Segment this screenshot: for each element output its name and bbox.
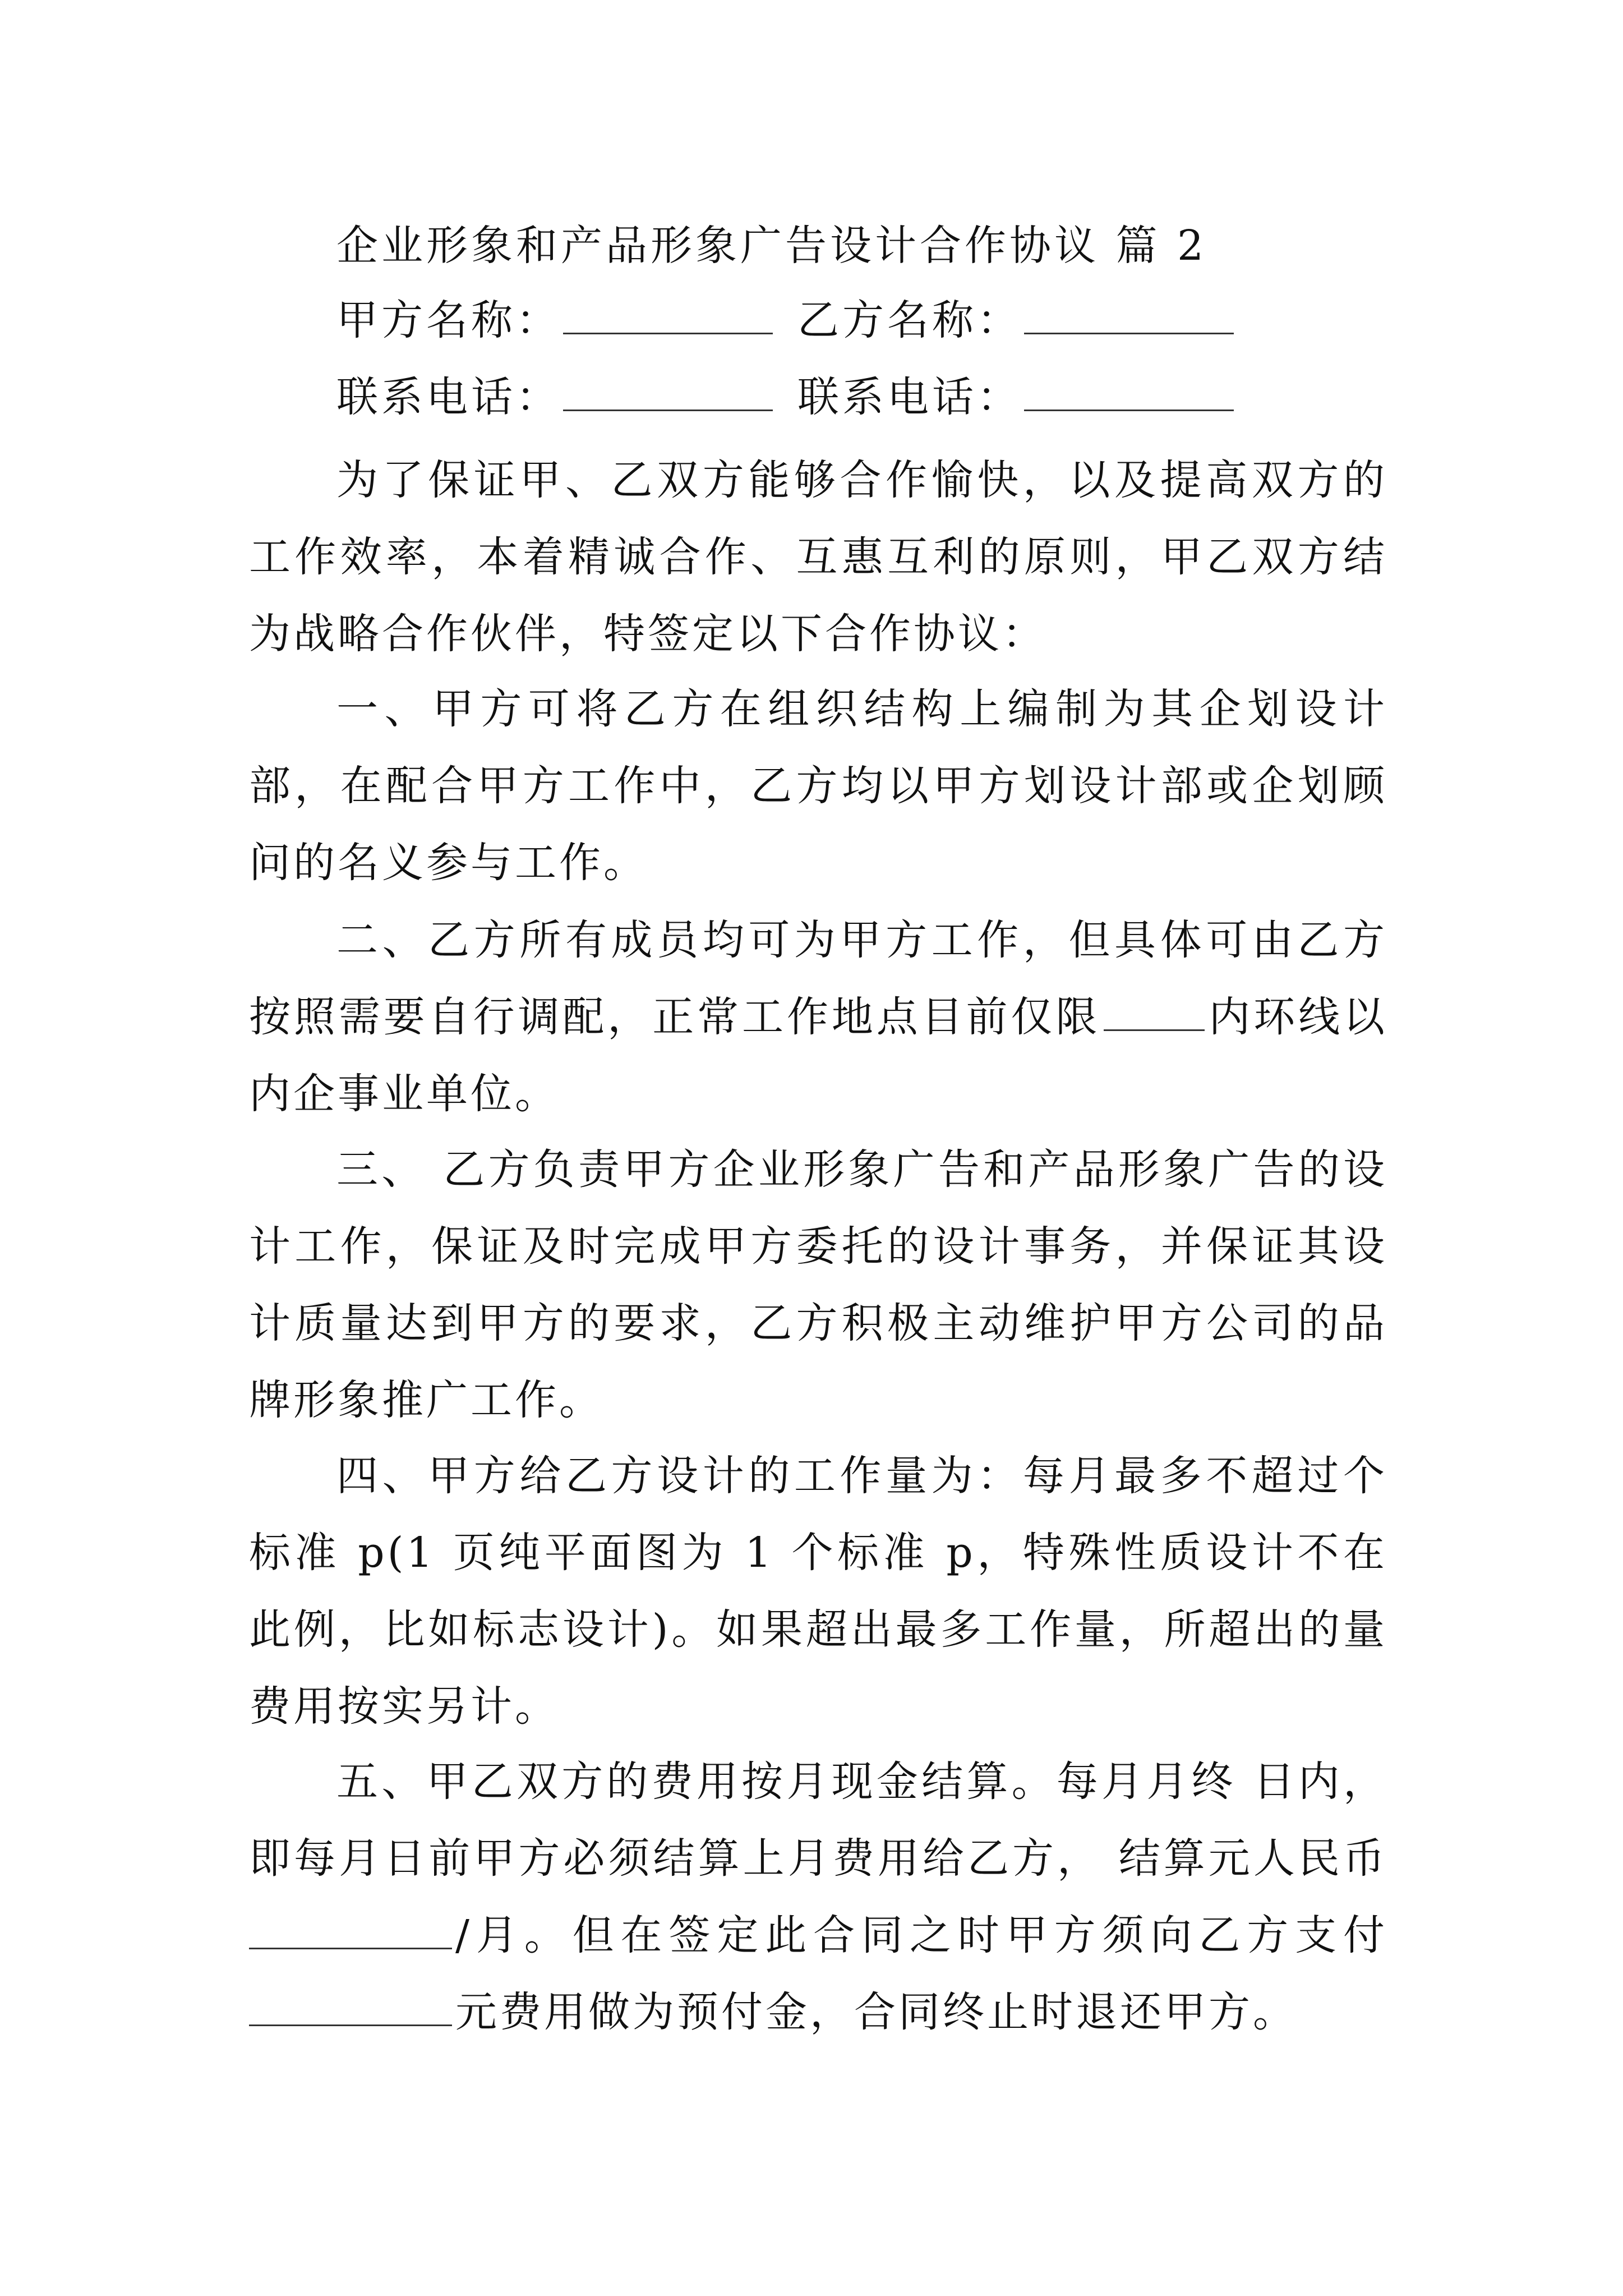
clause-5-paragraph — [249, 1743, 1387, 2051]
party-a-phone-blank — [563, 366, 773, 411]
clause-3-paragraph: 三、 乙方负责甲方企业形象广告和产品形象广告的设计工作，保证及时完成甲方委托的设计事务，并保证其设计质量达到甲方的要求，乙方积极主动维护甲方公司的品牌形象推广工作。 — [249, 1145, 1387, 1424]
party-names-line — [336, 287, 1022, 354]
party-b-name-group — [797, 287, 1234, 354]
clause-2-location-blank — [1104, 986, 1205, 1031]
clause-5-text-c: 元费用做为预付金，合同终止时退还甲方。 — [455, 1988, 1297, 2036]
party-b-phone-label: 联系电话： — [797, 373, 1022, 421]
party-b-name-blank — [1024, 289, 1234, 334]
party-b-phone-group — [797, 364, 1234, 431]
prepayment-blank — [249, 1981, 452, 2026]
party-a-phone-label: 联系电话： — [336, 373, 561, 421]
document-title: 企业形象和产品形象广告设计合作协议 篇 2 — [336, 222, 1207, 270]
party-phones-line — [336, 364, 1022, 431]
monthly-fee-blank — [249, 1904, 452, 1949]
clause-2-text-b: 内环线以内企事业单位。 — [249, 993, 1388, 1118]
clause-1-paragraph: 一、甲方可将乙方在组织结构上编制为其企划设计部，在配合甲方工作中，乙方均以甲方划设计部或企划顾问的名义参与工作。 — [249, 685, 1387, 887]
party-b-name-label: 乙方名称： — [797, 296, 1022, 344]
clause-2-text-a: 二、乙方所有成员均可为甲方工作，但具体可由乙方按照需要自行调配，正常工作地点目前仅限 — [249, 916, 1387, 1041]
clause-5-text-b: /月。但在签定此合同之时甲方须向乙方支付 — [455, 1911, 1387, 1959]
clause-2-paragraph — [249, 902, 1387, 1133]
party-b-phone-blank — [1024, 366, 1234, 411]
party-a-name-blank — [563, 289, 773, 334]
party-a-name-label: 甲方名称： — [336, 296, 561, 344]
clause-5-text-a: 五、甲乙双方的费用按月现金结算。每月月终 日内，即每月日前甲方必须结算上月费用给乙方， 结算元人民币 — [249, 1757, 1387, 1883]
clause-4-paragraph: 四、甲方给乙方设计的工作量为：每月最多不超过个标准 p(1 页纯平面图为 1 个标准 p，特殊性质设计不在此例，比如标志设计)。如果超出最多工作量，所超出的量费用按实另计。 — [249, 1452, 1387, 1731]
intro-paragraph: 为了保证甲、乙双方能够合作愉快，以及提高双方的工作效率，本着精诚合作、互惠互利的原则，甲乙双方结为战略合作伙伴，特签定以下合作协议： — [249, 456, 1387, 658]
